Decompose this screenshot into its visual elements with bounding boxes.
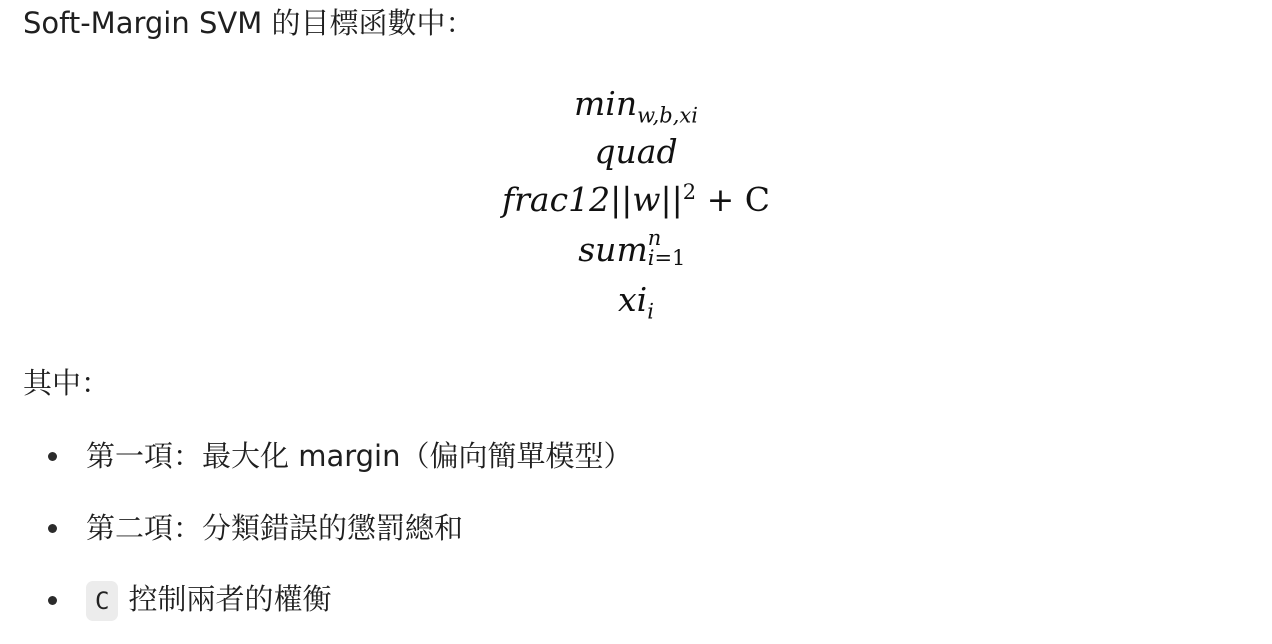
where-label: 其中： bbox=[23, 366, 111, 400]
formula-line-quad bbox=[0, 132, 1272, 172]
formula-sum-index: i bbox=[647, 246, 655, 270]
list-item-text: 第一項：最大化 margin（偏向簡單模型） bbox=[86, 439, 633, 473]
formula-min: min bbox=[574, 84, 638, 123]
list-item-text: 控制兩者的權衡 bbox=[128, 582, 332, 616]
bullet-icon bbox=[48, 452, 57, 461]
formula-sum-limits bbox=[647, 226, 694, 272]
formula-sum: sum bbox=[578, 230, 648, 269]
formula-sum-upper: n bbox=[647, 226, 662, 250]
intro-text: Soft-Margin SVM 的目標函數中： bbox=[23, 6, 475, 40]
formula-line-min bbox=[0, 84, 1272, 128]
inline-code-c: C bbox=[86, 581, 118, 621]
formula-min-subscript: w,b,xi bbox=[637, 103, 698, 128]
formula-quad: quad bbox=[594, 132, 678, 171]
formula-plus-c: + C bbox=[696, 180, 771, 219]
formula-sum-lower bbox=[648, 246, 686, 270]
formula-xi: xi bbox=[618, 280, 648, 319]
formula-line-frac bbox=[0, 180, 1272, 220]
list-item-text: 第二項：分類錯誤的懲罰總和 bbox=[86, 511, 464, 545]
bullet-icon bbox=[48, 524, 57, 533]
formula-frac: frac12||w|| bbox=[501, 180, 683, 219]
list-item-text-with-code bbox=[86, 580, 331, 621]
bullet-icon bbox=[48, 596, 57, 605]
formula-sum-start: =1 bbox=[654, 246, 686, 270]
formula-frac-exponent: 2 bbox=[682, 180, 697, 204]
formula-xi-subscript: i bbox=[647, 299, 654, 324]
formula-line-sum bbox=[0, 226, 1272, 272]
formula-line-xi bbox=[0, 280, 1272, 324]
